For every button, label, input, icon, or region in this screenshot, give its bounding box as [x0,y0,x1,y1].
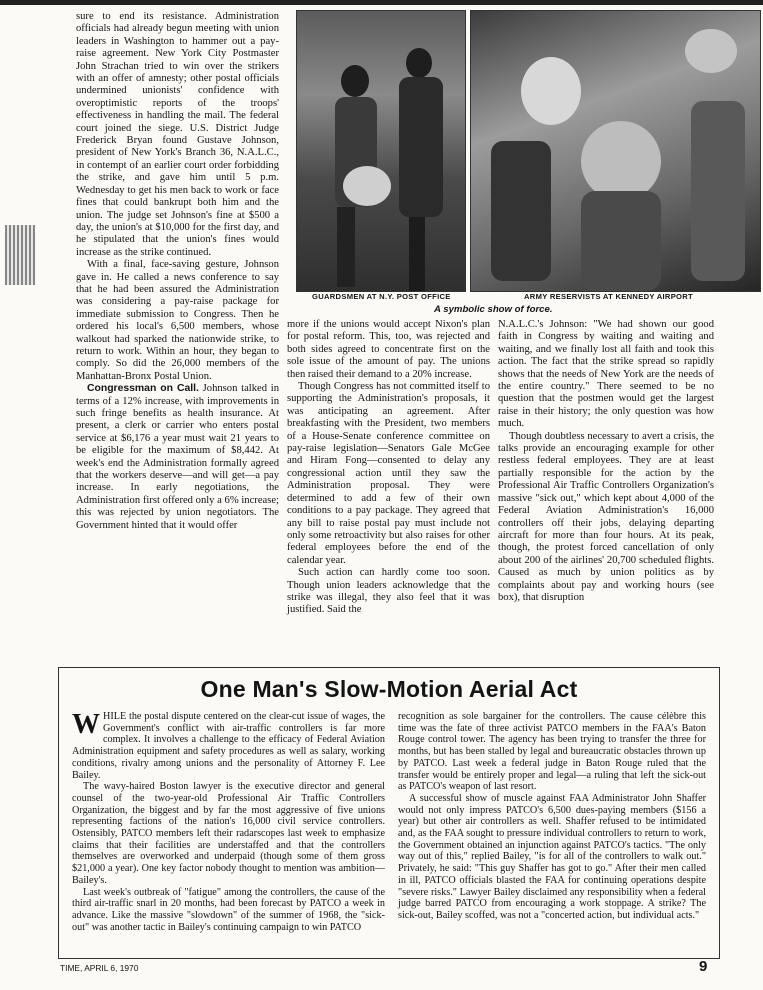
guardsmen-figures [297,11,465,291]
col3-paragraph-1: N.A.L.C.'s Johnson: "We had shown our good faith in Congress by waiting and waiting and waiting, and we finally lost all faith and took this action. The fact that the strike spread so rapidly shows that the needs of New York are the needs of the entire country." There seemed to be no question that the postmen would get the largest raise in their history; the only question was how much. [498,319,714,430]
box-column-left [72,711,385,933]
subhead-congressman: Congressman on Call. [87,383,199,395]
box-left-paragraph-1 [72,711,385,781]
col1-paragraph-3 [76,383,279,532]
footer-issue-date: TIME, APRIL 6, 1970 [60,963,139,973]
box-column-right [398,711,706,922]
caption-reservists: ARMY RESERVISTS AT KENNEDY AIRPORT [524,292,693,301]
box-left-paragraph-1-text: HILE the postal dispute centered on the clear-cut issue of wages, the Government's conflict with air-traffic controllers is far more complex. It involves a challenge to the efficacy of Federal Aviation Administration equipment and safety procedures as well as salary, working conditions, rivalry among unions and the personality of Attorney F. Lee Bailey. [72,711,385,781]
binding-mark [5,225,35,285]
photo-caption-main: A symbolic show of force. [434,304,553,315]
box-right-paragraph-1: recognition as sole bargainer for the controllers. The cause célèbre this time was the fate of three activist PATCO members in the FAA's Baton Rouge control tower. The agency has been trying to transfer the three for months, but has been stalled by legal and bureaucratic obstacles thrown up by PATCO. Last week a federal judge in Baton Rouge ruled that the transfer would be entirely proper and legal—a ruling that left the sick-out as PATCO's weapon of last resort. [398,711,706,793]
col1-paragraph-1: sure to end its resistance. Administration officials had already begun meeting with union leaders in Washington to hammer out a pay-raise agreement. New York City Postmaster John Strachan tried to win over the strikers with an offer of amnesty; other postal officials undermined unionists' confidence with overoptimistic reports of the troops' effectiveness in handling the mail. The federal court joined the siege. U.S. District Judge Frederick Bryan found Gustave Johnson, president of New York's Branch 36, N.A.L.C., in contempt of an earlier court order forbidding the strike, and gave him until 5 p.m. Wednesday to get his men back to work or face fines that could bankrupt both him and the union. The judge set Johnson's fine at $500 a day, the union's at $10,000 for the first day, and he stipulated that the union's fines would increase as the strike continued. [76,11,279,258]
column-2 [287,319,490,617]
col1-paragraph-3-text: Johnson talked in terms of a 12% increase, with improvements in such fringe benefits as health insurance. At present, a clerk or carrier who enters postal service at $6,176 a year must wait 21 years to be eligible for the maximum of $8,442. At week's end the Administration formally agreed that the workers deserve—and will get—a pay increase. In early negotiations, the Administration first offered only a 6% increase; this was rejected by union negotiators. The Government hinted that it would offer [76,383,279,531]
caption-guardsmen: GUARDSMEN AT N.Y. POST OFFICE [312,292,451,301]
col2-paragraph-1: more if the unions would accept Nixon's plan for postal reform. This, too, was rejected and both sides agreed to concentrate first on the sole issue of the amount of pay. The unions then raised their demand to a 20% increase. [287,319,490,380]
sidebar-box-aerial-act [58,667,720,959]
box-left-paragraph-2: The wavy-haired Boston lawyer is the executive director and general counsel of the two-year-old Professional Air Traffic Controllers Organization, the biggest and by far the most aggressive of five unions representing factions of the nation's 16,000 civil service controllers. Ostensibly, PATCO members left their radarscopes last week to emphasize claims that their facilities are understaffed and that the controllers themselves are overworked and underpaid (though some of them gross $21,000 a year). One key factor nobody thought to mention was ambition—Bailey's. [72,781,385,886]
column-3 [498,319,714,604]
reservists-figures [471,11,760,291]
column-1 [76,11,279,532]
col2-paragraph-3: Such action can hardly come too soon. Though union leaders acknowledge that the strike was illegal, they also feel that it was justified. Said the [287,567,490,616]
photo-guardsmen [296,10,466,292]
box-headline: One Man's Slow-Motion Aerial Act [200,676,578,702]
col3-paragraph-2: Though doubtless necessary to avert a crisis, the talks provide an encouraging example for other restless federal employees. They are at least partially responsible for the action by the Professional Air Traffic Controllers Organization's massive "sick out," which kept about 4,000 of the Federal Aviation Administration's 16,000 controllers off their jobs, delaying departing aircraft for more than four hours. At its peak, though, the protest forced cancellation of only about 200 of the airlines' 20,700 scheduled flights. Caused as much by union politics as by complaints about pay and working hours (see box), that disruption [498,430,714,603]
top-rule [0,0,763,5]
col2-paragraph-2: Though Congress has not committed itself to supporting the Administration's proposals, it was anticipating an agreement. After breakfasting with the President, two members of a House-Senate conference committee on pay-raise legislation—Senators Gale McGee and Hiram Fong—consented to delay any congressional action until they saw the Administration proposal. They were determined to add a few of their own conditions to a pay package. They agreed that any bill to raise postal pay must include not only some retroactivity but also raises for other federal employees before the end of the calendar year. [287,381,490,566]
box-left-paragraph-3: Last week's outbreak of "fatigue" among the controllers, the cause of the third air-traffic snarl in 20 months, had been forecast by PATCO a week in advance. Like the massive "slowdown" of the summer of 1968, the "sick-out" was another tactic in Bailey's continuing campaign to win PATCO [72,886,385,933]
col1-paragraph-2: With a final, face-saving gesture, Johnson gave in. He called a news conference to say that he had been assured the Administration was considering a pay-raise package for immediate submission to Congress. Then he ordered his local's 6,500 members, whose walkout had sparked the nationwide strike, to return to work. Within an hour, they began to comply. So did the 26,000 members of the Manhattan-Bronx Postal Union. [76,259,279,382]
drop-cap: W [72,709,100,740]
photo-army-reservists [470,10,761,292]
box-right-paragraph-2: A successful show of muscle against FAA Administrator John Shaffer would not only impress PATCO's 6,500 dues-paying members ($156 a year) but other air controllers as well. Shaffer refused to be intimidated and, as the FAA sought to pressure individual controllers to return to work, the Government obtained an injunction against PATCO's tactics. "The only way out of this," replied Bailey, "is for all of the controllers to walk out." Privately, he said: "This guy Shaffer has got to go." After their men called in ill, PATCO officials blasted the FAA for continuing operations despite "severe risks." Lawyer Bailey disclaimed any responsibility when a federal judge barred PATCO from encouraging a work stoppage. A strike? The sick-out, Bailey scoffed, was not a "concerted action, but individual acts." [398,792,706,921]
page-number: 9 [699,958,708,975]
